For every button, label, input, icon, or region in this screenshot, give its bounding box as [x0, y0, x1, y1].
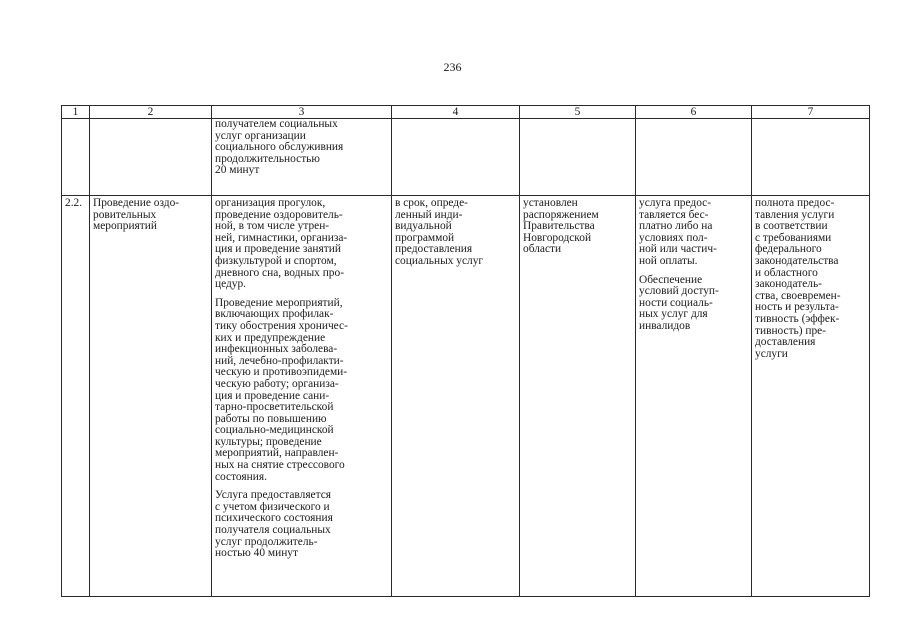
text-line: физкультурой и спортом, — [215, 254, 337, 267]
paragraph — [215, 198, 389, 291]
text-line: получателя социальных — [215, 524, 331, 537]
text-line: ция и проведение сани- — [215, 389, 330, 402]
text-line: Новгородской — [523, 231, 592, 244]
text-line: ленный инди- — [395, 208, 463, 221]
text-line: Проведение мероприятий, — [215, 296, 343, 309]
text-line: услуга предос- — [639, 197, 712, 209]
row-number: 2.2. — [62, 196, 90, 597]
text-line: услуг организации — [215, 129, 306, 142]
table-header-row — [62, 106, 870, 119]
header-cell-4: 4 — [392, 106, 520, 119]
text-line: области — [523, 243, 562, 256]
paragraph — [639, 198, 749, 268]
text-line: ности социаль- — [639, 296, 713, 309]
text-line: ция и проведение занятий — [215, 243, 341, 256]
quality-cell — [752, 196, 870, 597]
services-table — [61, 105, 870, 597]
basis-cell — [520, 196, 636, 597]
text-line: мероприятий — [93, 220, 157, 233]
text-line: ной или частич- — [639, 243, 717, 256]
text-line: тивность) пре- — [755, 324, 827, 337]
text-line: доставления — [755, 336, 816, 349]
text-line: инвалидов — [639, 319, 691, 332]
text-line: тику обострения хроничес- — [215, 319, 348, 332]
text-line: получателем социальных — [215, 118, 338, 130]
continuation-row — [62, 119, 870, 196]
cont-cell-service — [90, 119, 212, 196]
text-line: психического состояния — [215, 512, 333, 525]
text-line: включающих профилак- — [215, 308, 334, 321]
text-line: ких и предупреждение — [215, 331, 326, 344]
text-line: законодатель- — [755, 278, 822, 291]
text-line: федерального — [755, 243, 822, 256]
text-line: предоставления — [395, 243, 473, 256]
text-line: в срок, опреде- — [395, 197, 468, 209]
text-line: ческую работу; организа- — [215, 377, 339, 390]
table-row — [62, 196, 870, 597]
cont-cell-quality — [752, 119, 870, 196]
text-line: социального обслуживния — [215, 141, 344, 154]
text-line: ний, лечебно-профилакти- — [215, 354, 344, 367]
text-line: ровительных — [93, 208, 157, 221]
text-line: в соответствии — [755, 220, 828, 233]
text-line: организация прогулок, — [215, 197, 326, 209]
text-line: 20 минут — [215, 164, 260, 177]
cont-cell-basis — [520, 119, 636, 196]
text-line: состояния. — [215, 470, 267, 483]
text-line: услуги — [755, 347, 788, 360]
paragraph — [215, 490, 389, 560]
text-line: ческую и противоэпидеми- — [215, 366, 348, 379]
text-line: дневного сна, водных про- — [215, 266, 344, 279]
text-line: установлен — [523, 197, 578, 209]
text-line: социально-медицинской — [215, 424, 334, 437]
text-line: тивность (эффек- — [755, 312, 840, 325]
header-cell-6: 6 — [636, 106, 752, 119]
text-line: ной оплаты. — [639, 254, 698, 267]
text-line: платно либо на — [639, 220, 713, 233]
text-line: ной, в том числе утрен- — [215, 220, 330, 233]
text-line: с требованиями — [755, 231, 832, 244]
text-line: условий доступ- — [639, 285, 719, 298]
text-line: продолжительностью — [215, 152, 320, 165]
paragraph — [215, 298, 389, 484]
header-cell-2: 2 — [90, 106, 212, 119]
cont-cell-number — [62, 119, 90, 196]
text-line: инфекционных заболева- — [215, 343, 338, 356]
service-name-cell — [90, 196, 212, 597]
cont-cell-content — [212, 119, 392, 196]
header-cell-7: 7 — [752, 106, 870, 119]
text-line: Проведение оздо- — [93, 197, 180, 209]
text-line: ней, гимнастики, организа- — [215, 231, 348, 244]
text-line: с учетом физического и — [215, 500, 330, 513]
text-line: социальных услуг — [395, 254, 484, 267]
text-line: культуры; проведение — [215, 435, 322, 448]
text-line: и областного — [755, 266, 818, 279]
paragraph — [639, 275, 749, 333]
text-line: распоряжением — [523, 208, 599, 221]
header-cell-5: 5 — [520, 106, 636, 119]
text-line: ных услуг для — [639, 308, 708, 321]
conditions-cell — [636, 196, 752, 597]
text-line: законодательства — [755, 254, 839, 267]
cont-cell-conditions — [636, 119, 752, 196]
text-line: Услуга предоставляется — [215, 489, 332, 502]
header-cell-1: 1 — [62, 106, 90, 119]
text-line: ность и результа- — [755, 301, 839, 314]
term-cell — [392, 196, 520, 597]
text-line: работы по повышению — [215, 412, 327, 425]
text-line: полнота предос- — [755, 197, 835, 209]
service-content-cell — [212, 196, 392, 597]
text-line: Правительства — [523, 220, 595, 233]
text-line: проведение оздоровитель- — [215, 208, 343, 221]
cont-cell-term — [392, 119, 520, 196]
text-line: мероприятий, направлен- — [215, 447, 339, 460]
text-line: ностью 40 минут — [215, 547, 298, 560]
text-line: услуг продолжитель- — [215, 535, 318, 548]
text-line: условиях пол- — [639, 231, 708, 244]
text-line: тавляется бес- — [639, 208, 709, 221]
text-line: ных на снятие стрессового — [215, 459, 345, 472]
text-line: программой — [395, 231, 455, 244]
header-cell-3: 3 — [212, 106, 392, 119]
page-number: 236 — [443, 60, 462, 74]
text-line: цедур. — [215, 278, 247, 291]
text-line: Обеспечение — [639, 273, 703, 286]
text-line: ства, своевремен- — [755, 289, 841, 302]
text-line: видуальной — [395, 220, 452, 233]
text-line: тарно-просветительской — [215, 401, 334, 414]
text-line: тавления услуги — [755, 208, 835, 221]
